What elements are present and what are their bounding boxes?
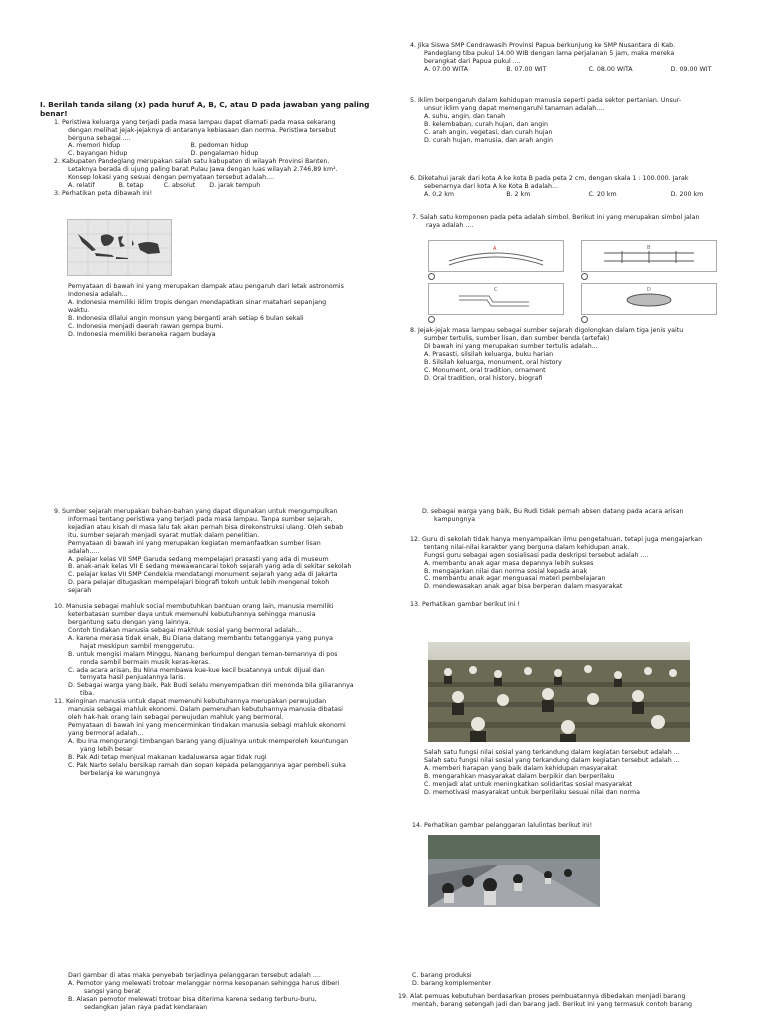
q3-option-d[interactable]: D. Indonesia memiliki beraneka ragam budaya [68,330,216,338]
q11-option-d[interactable]: D. sebagai warga yang baik, Bu Rudi tidak pernah absen datang pada acara arisan [422,508,684,515]
q12-option-b[interactable]: B. mengajarkan nilai dan norma sosial kepada anak [424,567,588,575]
q18-option-c[interactable]: C. barang produksi [412,972,472,979]
q6-options [410,191,720,199]
q12-line: tentang nilai-nilai karakter yang berguna dalam kehidupan anak. [424,543,630,551]
curved-road-icon [429,241,563,271]
indonesia-map-image [67,219,172,276]
question-13-body [424,749,744,797]
q1-option-b[interactable]: B. pedoman hidup [190,142,249,150]
q3-line: Indonesia adalah... [68,290,128,298]
question-6 [410,175,720,199]
question-3-body [68,283,388,338]
s3-right-column [398,972,738,1009]
q10-option-b-cont: ronda sambil bermain musik keras-keras. [80,658,211,666]
q13-line: Salah satu fungsi nilai sosial yang terkandung dalam kegiatan tersebut adalah ... [424,756,680,764]
q5-option-c[interactable]: C. arah angin, vegetasi, dan curah hujan [424,128,553,136]
q10-line: keterbatasan sumber daya untuk memenuhi kebutuhannya sehingga manusia [68,611,316,619]
q11-option-b[interactable]: B. Pak Adi tetap menjual makanan kadaluwarsa agar tidak rugi [68,753,267,761]
q6-option-b[interactable]: B. 2 km [506,190,531,198]
question-4 [410,42,720,74]
s2-right-column [410,508,740,609]
q11-line: 11. Keinginan manusia untuk dapat memenuhi kebutuhannya merupakan perwujudan [54,698,327,706]
q4-line: Pandeglang tiba pukul 14.00 WIB dengan lama perjalanan 5 jam, maka mereka [424,49,675,57]
q5-line: unsur iklim yang dapat memengaruhi tanaman adalah.... [424,104,605,112]
traffic-violation-photo [428,835,600,907]
q10-line: bergantung satu dengan yang lainnya. [68,618,191,626]
q10-option-b[interactable]: B. untuk mengisi malam Minggu, Nanang berkumpul dengan teman-temannya di pos [68,650,338,658]
question-10 [54,603,384,698]
q15-line: Dari gambar di atas maka penyebab terjadinya pelanggaran tersebut adalah .... [68,972,321,979]
q8-option-b[interactable]: B. Silsilah keluarga, monument, oral history [424,358,562,366]
q15-option-a-cont: sangsi yang berat [84,987,141,995]
community-work-photo [428,642,690,742]
q13-option-b[interactable]: B. mengarahkan masyarakat dalam berpikir dan berperilaku [424,772,615,780]
q11-line: yang bermoral adalah... [68,729,144,737]
q8-option-c[interactable]: C. Monument, oral tradition, ornament [424,366,546,374]
q1-line: 1. Peristiwa keluarga yang terjadi pada masa lampau dapat diamati pada masa sekarang [54,118,336,126]
road-symbol-option-c[interactable] [428,283,564,315]
q4-option-d[interactable]: D. 09.00 WIT [670,65,712,73]
road-symbol-option-b[interactable] [581,240,717,272]
q2-option-b[interactable]: B. tetap [118,182,144,190]
q8-option-a[interactable]: A. Prasasti, silsilah keluarga, buku harian [424,350,554,358]
q11-option-d-cont: kampungnya [434,515,476,523]
q1-option-a[interactable]: A. memori hidup [68,142,121,150]
q1-option-c[interactable]: C. bayangan hidup [68,150,128,158]
motorcycles-sidewalk-image [428,835,600,907]
indonesia-map-icon [68,220,171,275]
instructions-heading: I. Berilah tanda silang (x) pada huruf A, B, C, atau D pada jawaban yang paling benar! [40,100,370,119]
question-8 [410,327,730,382]
q11-option-c-cont: berbelanja ke warungnya [80,769,160,777]
q14-line: 14. Perhatikan gambar pelanggaran lalulintas berikut ini! [412,822,593,829]
path-road-icon [429,284,563,314]
q9-option-c[interactable]: C. pelajar kelas VII SMP Cendekia mendatangi monument sejarah yang ada di Jakarta [68,571,338,579]
q3-option-b[interactable]: B. Indonesia dilalui angin monsun yang berganti arah setiap 6 bulan sekali [68,314,304,322]
q9-line: kejadian atau kisah di masa lalu tak akan pernah bisa direkonstruksi ulang. Oleh sebab [68,523,344,531]
symbol-marker-b: B [647,245,651,251]
q9-line: adalah..... [68,547,100,555]
q2-option-c[interactable]: C. absolut [163,182,196,190]
q10-option-a-cont: hajat meskipun sambil menggerutu. [80,642,195,650]
question-1 [40,119,385,198]
q1-option-d[interactable]: D. pengalaman hidup [190,150,259,158]
q2-line: Konsep lokasi yang sesuai dengan pernyataan tersebut adalah.... [68,174,275,182]
s1-right-column [410,42,720,74]
q8-option-d[interactable]: D. Oral tradition, oral history, biografi [424,374,543,382]
q13-option-a[interactable]: A. memberi harapan yang baik dalam kehidupan masyarakat [424,764,618,772]
railway-icon [582,241,716,271]
road-symbol-option-d[interactable] [581,283,717,315]
q19-line: 19. Alat pemuas kebutuhan berdasarkan proses pembuatannya dibedakan menjadi barang [398,992,686,1000]
q2-options [54,182,385,190]
symbol-radio-row-2 [428,316,718,324]
q9-option-d-cont: sejarah [68,587,92,595]
question-7 [412,214,722,230]
q11-option-c[interactable]: C. Pak Narto selalu bersikap ramah dan sopan kepada pelanggannya agar pembeli suka [68,761,346,769]
q1-options-row-2 [54,150,313,158]
q5-option-a[interactable]: A. suhu, angin, dan tanah [424,112,506,120]
q10-option-a[interactable]: A. karena merasa tidak enak, Bu Diana datang membantu tetangganya yang punya [68,634,333,642]
q4-line: berangkat dari Papua pukul .... [424,57,521,65]
q6-line: sebenarnya dari kota A ke Kota B adalah... [424,182,558,190]
q11-line: manusia sebagai mahluk ekonomi. Dalam pemenuhan kebutuhannya manusia dibatasi [68,706,343,714]
q9-line: Pernyataan di bawah ini yang merupakan kegiatan memanfaatkan sumber lisan [68,539,321,547]
q12-option-c[interactable]: C. membantu anak agar menguasai materi pembelajaran [424,575,606,583]
s1-left-column [40,100,385,198]
q10-option-c-cont: ternyata hasil penjualannya laris. [80,674,186,682]
q8-line: sumber tertulis, sumber lisan, dan sumber benda (artefak) [424,334,610,342]
q12-line: 12. Guru di sekolah tidak hanya menyampaikan ilmu pengetahuan, tetapi juga mengajarkan [410,535,703,543]
question-11 [54,698,384,777]
q8-line: Di bawah ini yang merupakan sumber tertulis adalah... [424,342,598,350]
q9-option-b[interactable]: B. anak-anak kelas VII E sedang mewawancarai tokoh sejarah yang ada di sekitar sekolah [68,563,352,571]
q10-option-c[interactable]: C. ada acara arisan, Bu Nina membawa kue-kue kecil buatannya untuk dijual dan [68,666,325,674]
radio-a[interactable] [428,273,435,280]
q11-option-a[interactable]: A. Ibu Ina mengurangi timbangan barang yang dijualnya untuk memperoleh keuntungan [68,737,349,745]
q2-line: Letaknya berada di ujung paling barat Pulau Jawa dengan luas wilayah 2.746,89 km². [68,166,338,174]
question-9 [54,508,384,595]
q10-line: Contoh tindakan manusia sebagai makhluk sosial yang bermoral adalah... [68,626,302,634]
symbol-marker-d: D [647,287,651,293]
q15-option-b[interactable]: B. Alasan pemotor melewati trotoar bisa diterima karena sedang terburu-buru, [68,995,317,1003]
q6-option-d[interactable]: D. 200 km [670,190,704,198]
q4-option-b[interactable]: B. 07.00 WIT [506,65,547,73]
radio-b[interactable] [581,273,588,280]
q2-option-d[interactable]: D. jarak tempuh [209,182,261,190]
q10-option-d[interactable]: D. Sebagai warga yang baik, Pak Budi selalu menyempatkan diri menonda bila giliarannya [68,682,354,690]
q5-option-b[interactable]: B. kelembaban, curah hujan, dan angin [424,120,548,128]
q15-option-a[interactable]: A. Pemotor yang melewati trotoar melanggar norma kesopanan sehingga harus diberi [68,979,340,987]
q9-line: 9. Sumber sejarah merupakan bahan-bahan yang dapat digunakan untuk mengumpulkan [54,508,338,515]
q13-option-c[interactable]: C. menjadi alat untuk meningkatkan solidaritas sosial masyarakat [424,780,633,788]
q2-line: 2. Kabupaten Pandeglang merupakan salah satu kabupaten di wilayah Provinsi Banten. [54,158,330,166]
q1-line: dengan melihat jejak-jejaknya di antaranya kebiasaan dan norma. Peristiwa tersebut [68,126,336,134]
q9-line: informasi tentang peristiwa yang terjadi pada masa lampau. Tanpa sumber sejarah, [68,515,333,523]
question-5 [410,97,720,145]
q3-option-a-cont: waktu. [68,306,90,314]
symbol-marker-c: C [494,287,498,293]
q6-option-c[interactable]: C. 20 km [588,190,617,198]
q12-option-a[interactable]: A. membantu anak agar masa depannya lebih sukses [424,559,594,567]
q18-option-d[interactable]: D. barang komplementer [412,979,492,987]
question-12 [410,536,740,591]
q4-option-c[interactable]: C. 08.00 WITA [588,65,633,73]
q9-option-a[interactable]: A. pelajar kelas VII SMP Garuda sedang mempelajari prasasti yang ada di museum [68,555,329,563]
q6-option-a[interactable]: A. 0,2 km [424,190,454,198]
q4-options [410,66,720,74]
q11-line: Pernyataan di bawah ini yang mencerminkan tindakan manusia sebagi mahluk ekonomi [68,721,346,729]
q4-option-a[interactable]: A. 07.00 WITA [424,65,468,73]
s3-left-column [68,972,388,1012]
q9-line: itu, sumber sejarah menjadi syarat mutlak dalam penelitian. [68,531,260,539]
q9-option-d[interactable]: D. para pelajar ditugaskan mempelajari biografi tokoh untuk lebih mengenal tokoh [68,579,330,587]
q11-line: oleh hak-hak orang lain sebagai perwujudan mahluk yang bermoral. [68,714,284,722]
q13-option-d[interactable]: D. memotivasi masyarakat untuk berperilaku sesuai nilai dan norma [424,788,640,796]
radio-d[interactable] [581,316,588,323]
q19-line: mentah, barang setengah jadi dan barang jadi. Berikut ini yang termasuk contoh barang [412,1000,692,1008]
symbol-marker-a: A [493,246,497,252]
q11-option-a-cont: yang lebih besar [80,745,133,753]
q3-option-c[interactable]: C. Indonesia menjadi daerah rawan gempa bumi. [68,322,224,330]
q4-line: 4. Jika Siswa SMP Cendrawasih Provinsi Papua berkunjung ke SMP Nusantara di Kab. [410,42,676,49]
symbol-radio-row-1 [428,273,718,281]
q12-line: Fungsi guru sebagai agen sosialisasi pada deskripsi tersebut adalah .... [424,551,649,559]
q6-line: 6. Diketahui jarak dari kota A ke kota B pada peta 2 cm, dengan skala 1 : 100.000. Jarak [410,175,689,182]
q1-options-row-1 [54,142,313,150]
q15-option-b-cont: sedangkan jalan raya padat kendaraan [84,1003,208,1011]
q3-line: Pernyataan di bawah ini yang merupakan dampak atau pengaruh dari letak astronomis [68,283,344,290]
q5-line: 5. Iklim berpengaruh dalam kehidupan manusia seperti pada sektor pertanian. Unsur- [410,97,682,104]
q1-line: berguna sebagai .... [68,134,131,142]
q7-line: raya adalah .... [426,221,474,229]
q3-option-a[interactable]: A. Indonesia memiliki iklim tropis dengan mendapatkan sinar matahari sepanjang [68,298,327,306]
q8-line: 8. Jejak-jejak masa lampau sebagai sumber sejarah digolongkan dalam tiga jenis yaitu [410,327,684,334]
q10-line: 10. Manusia sebagai mahluk social membutuhkan bantuan orang lain, manusia memiliki [54,603,334,611]
radio-c[interactable] [428,316,435,323]
q7-line: 7. Salah satu komponen pada peta adalah simbol. Berikut ini yang merupakan simbol jalan [412,214,700,221]
area-symbol-icon [582,284,716,314]
question-14 [412,822,732,830]
q2-option-a[interactable]: A. relatif [68,182,95,190]
q5-option-d[interactable]: D. curah hujan, manusia, dan arah angin [424,136,553,144]
q10-option-d-cont: tiba. [80,690,95,698]
q13-line: 13. Perhatikan gambar berikut ini ! [410,601,520,609]
road-symbol-option-a[interactable] [428,240,564,272]
q3-line: 3. Perhatikan peta dibawah ini! [54,189,153,197]
s2-left-column [54,508,384,777]
q12-option-d[interactable]: D. mendewasakan anak agar bisa berperan dalam masyarakat [424,583,623,591]
field-workers-image [428,642,690,742]
q13-line: Salah satu fungsi nilai sosial yang terkandung dalam kegiatan tersebut adalah ... [424,749,680,756]
